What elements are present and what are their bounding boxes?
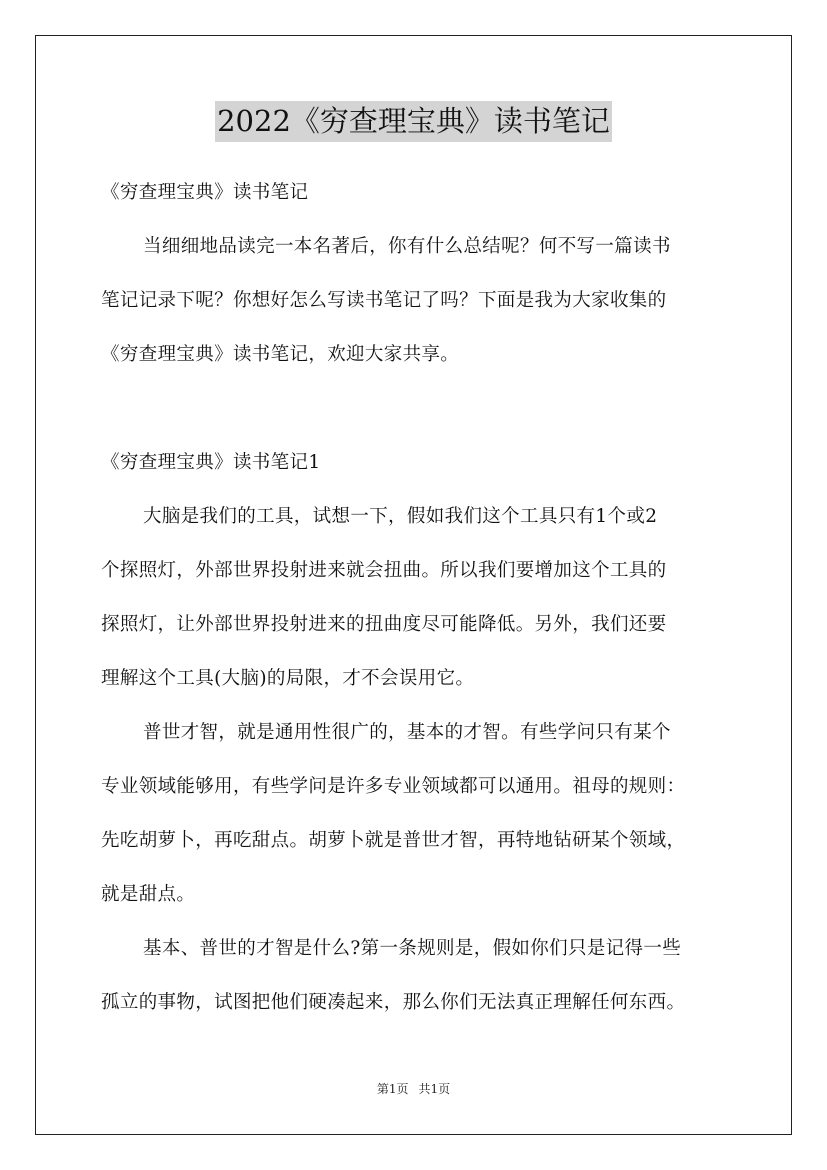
paragraph-line: 《穷查理宝典》读书笔记，欢迎大家共享。 [101,344,460,365]
paragraph-line: 专业领域能够用，有些学问是许多专业领域都可以通用。祖母的规则： [101,776,686,797]
page-number: 第1页 [376,1082,409,1096]
section-heading: 《穷查理宝典》读书笔记 [101,182,309,203]
paragraph-line: 普世才智，就是通用性很广的，基本的才智。有些学问只有某个 [143,722,671,743]
blank-line [101,382,731,436]
paragraph-line: 基本、普世的才智是什么?第一条规则是，假如你们只是记得一些 [143,938,682,959]
paragraph-line: 就是甜点。 [101,884,196,905]
paragraph-line: 笔记记录下呢？你想好怎么写读书笔记了吗？下面是我为大家收集的 [101,290,667,311]
paragraph-line: 先吃胡萝卜，再吃甜点。胡萝卜就是普世才智，再特地钻研某个领域， [101,830,686,851]
paragraph-line: 探照灯，让外部世界投射进来的扭曲度尽可能降低。另外，我们还要 [101,614,667,635]
paragraph-line: 当细细地品读完一本名著后，你有什么总结呢？何不写一篇读书 [143,236,671,257]
document-body [101,166,731,1030]
section-heading: 《穷查理宝典》读书笔记1 [101,452,321,473]
paragraph-line: 个探照灯，外部世界投射进来就会扭曲。所以我们要增加这个工具的 [101,560,667,581]
page-total: 共1页 [418,1082,451,1096]
paragraph-line: 孤立的事物，试图把他们硬凑起来，那么你们无法真正理解任何东西。 [101,992,686,1013]
title-container [0,101,827,142]
document-title: 2022《穷查理宝典》读书笔记 [215,101,612,142]
paragraph-line: 理解这个工具(大脑)的局限，才不会误用它。 [101,668,475,689]
page-footer [0,1081,827,1097]
paragraph-line: 大脑是我们的工具，试想一下，假如我们这个工具只有1个或2 [143,506,658,527]
